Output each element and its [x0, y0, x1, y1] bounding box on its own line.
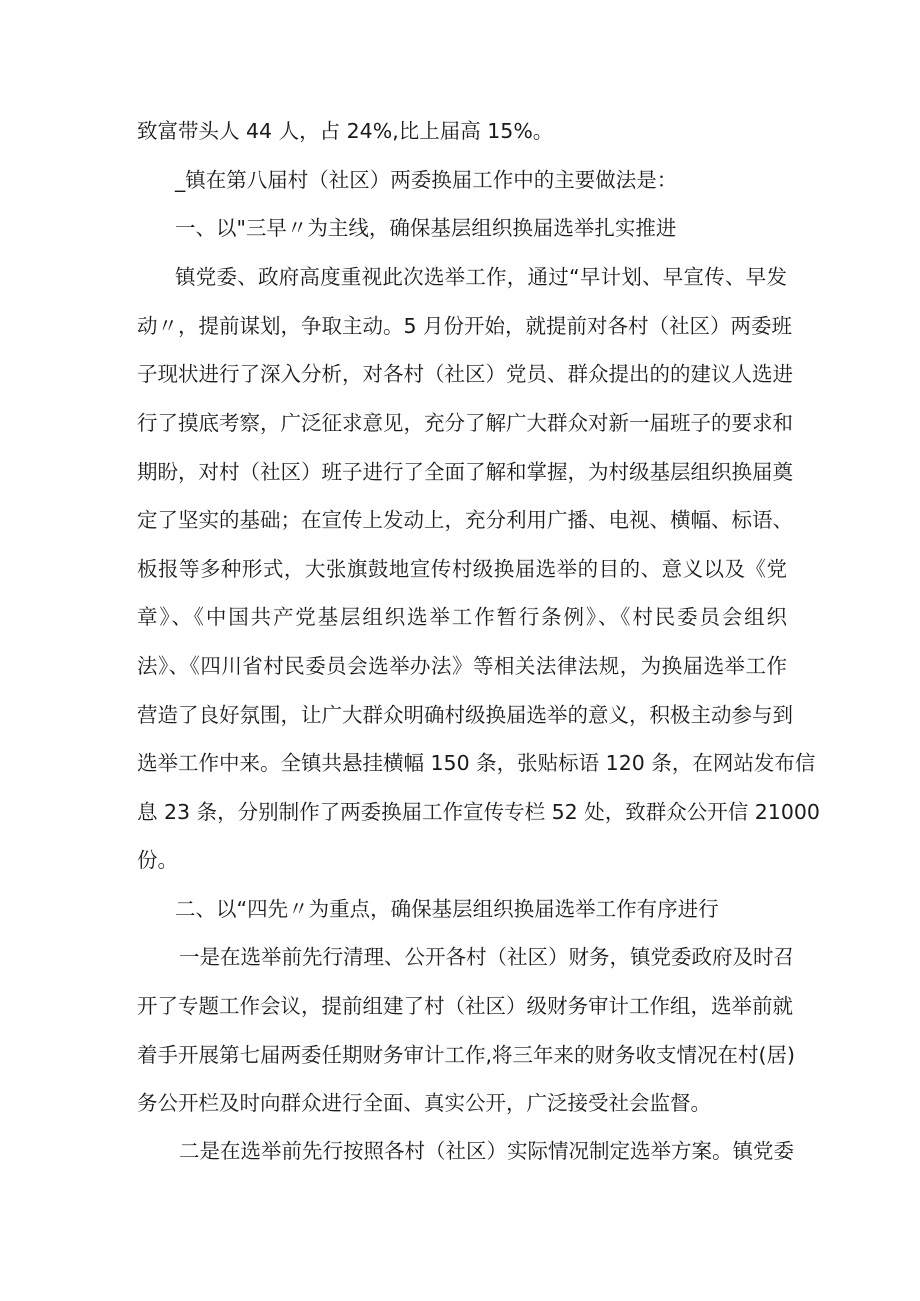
text-line: 营造了良好氛围，让广大群众明确村级换届选举的意义，积极主动参与到	[137, 703, 793, 727]
text-line: 致富带头人 44 人，占 24%,比上届高 15%。	[137, 119, 554, 143]
text-line: 期盼，对村（社区）班子进行了全面了解和掌握，为村级基层组织换届奠	[137, 460, 793, 484]
text-line: _镇在第八届村（社区）两委换届工作中的主要做法是：	[175, 168, 678, 192]
text-line: 一是在选举前先行清理、公开各村（社区）财务，镇党委政府及时召	[179, 945, 794, 969]
text-line: 法》、《四川省村民委员会选举办法》等相关法律法规，为换届选举工作	[137, 654, 787, 678]
text-line: 二是在选举前先行按照各村（社区）实际情况制定选举方案。镇党委	[179, 1139, 794, 1163]
text-line: 定了坚实的基础；在宣传上发动上，充分利用广播、电视、横幅、标语、	[137, 508, 793, 532]
text-line: 行了摸底考察，广泛征求意见，充分了解广大群众对新一届班子的要求和	[137, 411, 793, 435]
section-heading: 二、以“四先〃为重点，确保基层组织换届选举工作有序进行	[175, 897, 719, 921]
section-heading: 一、以"三早〃为主线，确保基层组织换届选举扎实推进	[175, 216, 677, 240]
text-line: 份。	[137, 848, 178, 872]
text-line: 选举工作中来。全镇共悬挂横幅 150 条，张贴标语 120 条，在网站发布信	[137, 751, 816, 775]
text-line: 章》、《中国共产党基层组织选举工作暂行条例》、《村民委员会组织	[137, 605, 787, 629]
text-line: 板报等多种形式，大张旗鼓地宣传村级换届选举的目的、意义以及《党	[137, 557, 787, 581]
text-line: 镇党委、政府高度重视此次选举工作，通过“早计划、早宣传、早发	[175, 265, 787, 289]
text-line: 息 23 条，分别制作了两委换届工作宣传专栏 52 处，致群众公开信 21000	[137, 800, 820, 824]
text-line: 着手开展第七届两委任期财务审计工作,将三年来的财务收支情况在村(居)	[137, 1043, 796, 1067]
text-line: 动〃，提前谋划，争取主动。5 月份开始，就提前对各村（社区）两委班	[137, 314, 793, 338]
text-line: 子现状进行了深入分析，对各村（社区）党员、群众提出的的建议人选进	[137, 362, 793, 386]
text-line: 务公开栏及时向群众进行全面、真实公开，广泛接受社会监督。	[137, 1091, 711, 1115]
text-line: 开了专题工作会议，提前组建了村（社区）级财务审计工作组，选举前就	[137, 994, 793, 1018]
